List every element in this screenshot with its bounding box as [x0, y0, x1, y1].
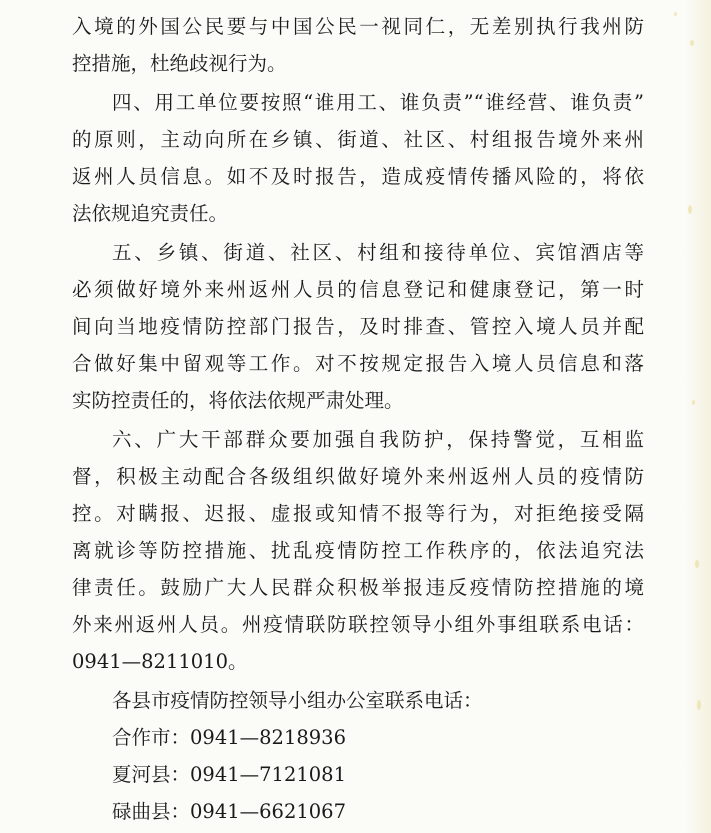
paragraph-heading-four: 四、用工单位要按照“谁用工、谁负责”“谁经营、谁负责”	[112, 91, 644, 114]
text-line: 外来州返州人员。州疫情联防联控领导小组外事组联系电话：	[72, 613, 644, 636]
paper-speck	[690, 40, 694, 46]
text-line: 法依规追究责任。	[72, 202, 229, 225]
text-line: 间向当地疫情防控部门报告，及时排查、管控入境人员并配	[72, 315, 644, 338]
paragraph-heading-five: 五、乡镇、街道、社区、村组和接待单位、宾馆酒店等	[112, 241, 644, 264]
paper-speck	[692, 400, 695, 405]
contact-luqu: 碌曲县：0941—6621067	[112, 800, 346, 823]
contacts-heading: 各县市疫情防控领导小组办公室联系电话：	[112, 689, 483, 712]
contact-hezuo: 合作市：0941—8218936	[112, 726, 346, 749]
contact-xiahe: 夏河县：0941—7121081	[112, 763, 346, 786]
text-line: 督，积极主动配合各级组织做好境外来州返州人员的疫情防	[72, 465, 644, 488]
text-line: 合做好集中留观等工作。对不按规定报告入境人员信息和落	[72, 352, 644, 375]
paragraph-heading-six: 六、广大干部群众要加强自我防护，保持警觉，互相监	[112, 428, 644, 451]
paper-speck	[695, 560, 699, 568]
text-line: 的原则，主动向所在乡镇、街道、社区、村组报告境外来州	[72, 128, 644, 151]
text-line: 实防控责任的，将依法依规严肃处理。	[72, 389, 404, 412]
text-line: 必须做好境外来州返州人员的信息登记和健康登记，第一时	[72, 278, 644, 301]
text-line: 控。对瞒报、迟报、虚报或知情不报等行为，对拒绝接受隔	[72, 502, 644, 525]
text-line: 返州人员信息。如不及时报告，造成疫情传播风险的，将依	[72, 165, 644, 188]
text-line: 离就诊等防控措施、扰乱疫情防控工作秩序的，依法追究法	[72, 539, 644, 562]
paper-speck	[674, 12, 677, 16]
text-line: 入境的外国公民要与中国公民一视同仁，无差别执行我州防	[72, 15, 644, 38]
text-line: 控措施，杜绝歧视行为。	[72, 52, 287, 75]
paper-speck	[697, 700, 701, 710]
phone-number-line: 0941—8211010。	[72, 650, 248, 673]
paper-speck	[688, 205, 692, 214]
document-body	[72, 8, 644, 830]
text-line: 律责任。鼓励广大人民群众积极举报违反疫情防控措施的境	[72, 576, 644, 599]
